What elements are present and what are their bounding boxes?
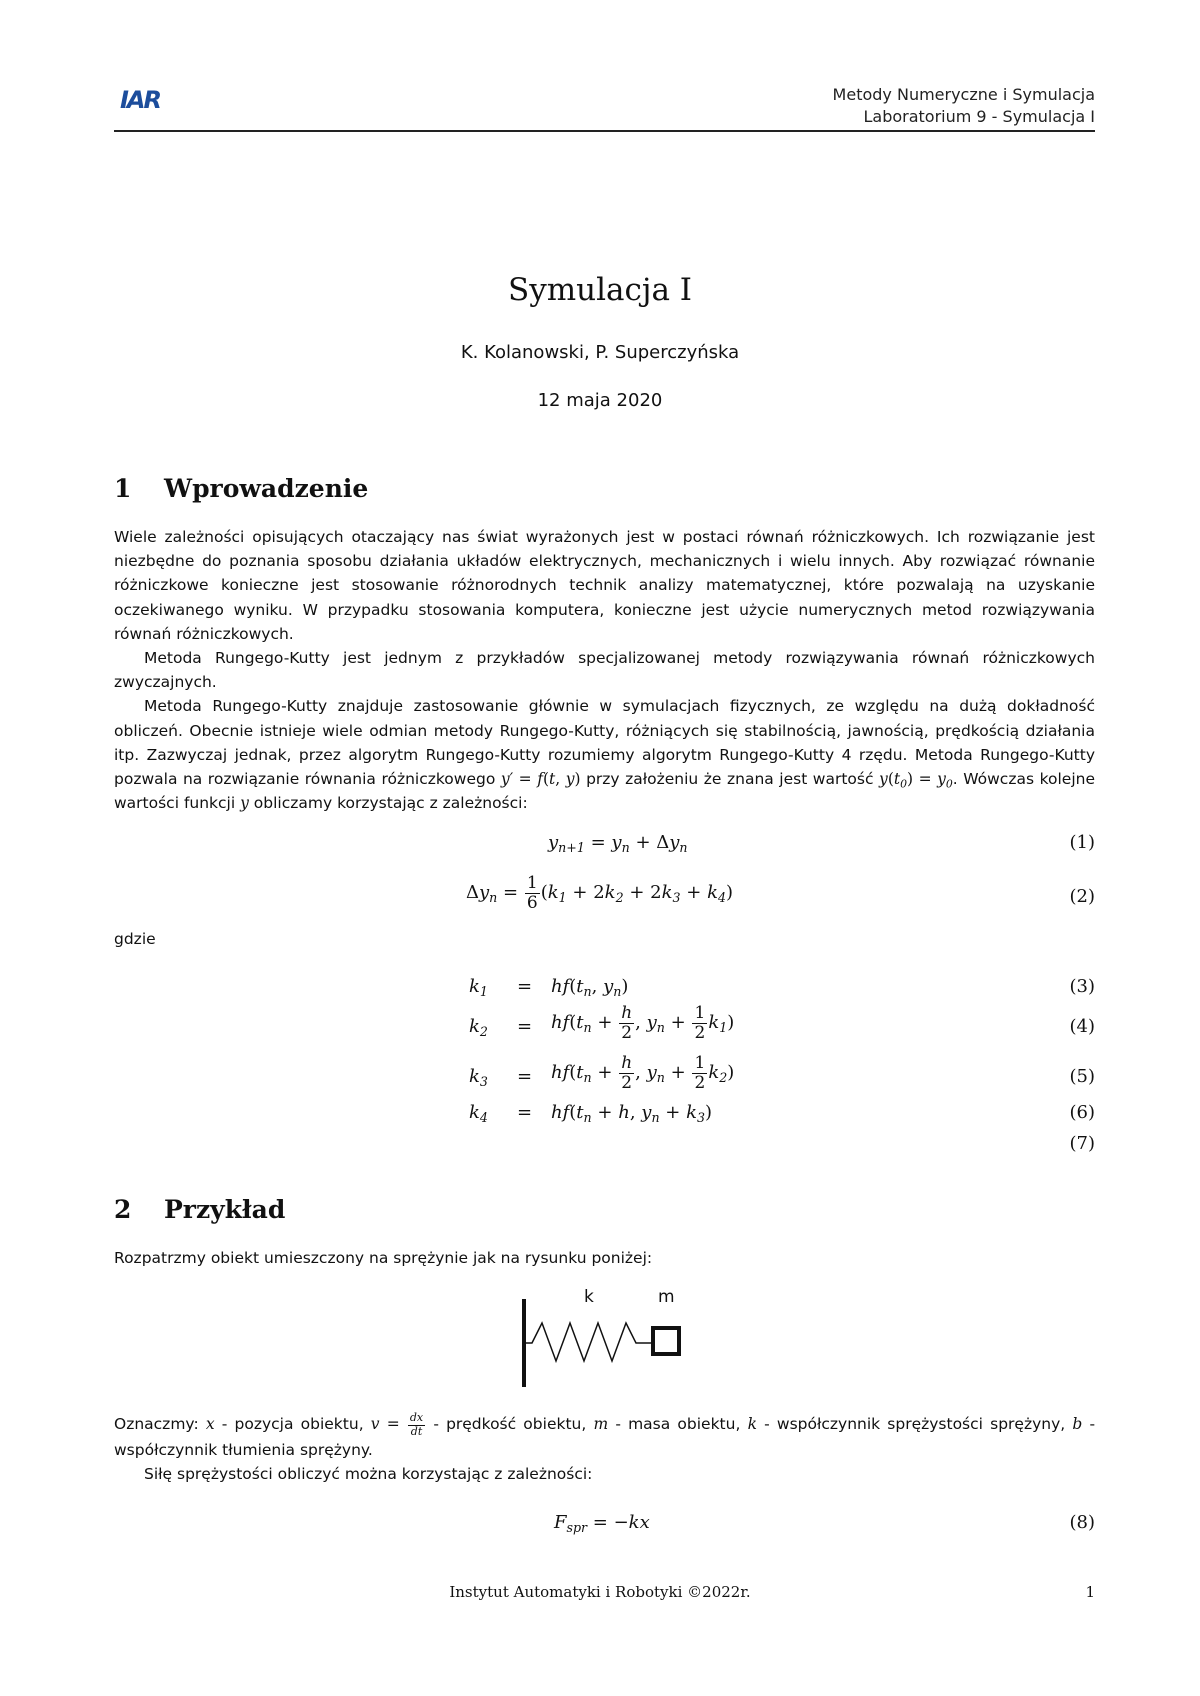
paragraph: gdzie	[114, 930, 156, 948]
equation-number: (6)	[1069, 1102, 1095, 1123]
authors: K. Kolanowski, P. Superczyńska	[460, 342, 740, 363]
section-number: 2	[114, 1195, 132, 1224]
paragraph: Rozpatrzmy obiekt umieszczony na sprężynie jak na rysunku poniżej:	[114, 1249, 653, 1267]
section-number: 1	[114, 474, 132, 503]
equation-number: (4)	[1069, 1016, 1095, 1037]
header-rule	[114, 130, 1095, 132]
document-title: Symulacja I	[507, 272, 693, 308]
section-title: Wprowadzenie	[164, 474, 369, 503]
equation-number: (2)	[1069, 886, 1095, 907]
section-body	[114, 1412, 1095, 1486]
paragraph: Oznaczmy: x - pozycja obiektu, v = $\frac{dx}{dt}$ - prędkość obiektu, m - masa obiektu, k - współczynnik sprężystości sprężyny, b - współczynnik tłumienia sprężyny.	[114, 1411, 1096, 1459]
equation	[114, 1133, 1095, 1163]
institute-logo: IAR	[120, 86, 160, 114]
date: 12 maja 2020	[537, 390, 663, 411]
equation: $k_1$ = $hf(t_n$, $y_n$) (3)	[469, 976, 1095, 999]
section-body	[114, 525, 1095, 815]
lab-name: Laboratorium 9 - Symulacja I	[863, 107, 1095, 126]
figure-label-m: m	[658, 1287, 675, 1307]
section-heading	[114, 474, 368, 503]
footer: Instytut Automatyki i Robotyki ©2022r.	[449, 1583, 751, 1601]
equation: $k_4$ = $hf(t_n + h$, $y_n + k_3$) (6)	[469, 1102, 1095, 1125]
paragraph: Metoda Rungego-Kutty znajduje zastosowanie głównie w symulacjach fizycznych, ze względu na dużą dokładność obliczeń. Obecnie istnieje wiele odmian metody Rungego-Kutty, różniących się stabilnością, jawnością, prędkością działania itp. Zazwyczaj jednak, przez algorytm Rungego-Kutty rozumiemy algorytm Rungego-Kutty 4 rzędu. Metoda Rungego-Kutty pozwala na rozwiązanie równania różniczkowego y′ = f(t, y) przy założeniu że znana jest wartość $y(t_0) = y_0$. Wówczas kolejne wartości funkcji y obliczamy korzystając z zależności:	[114, 697, 1095, 813]
paragraph: Metoda Rungego-Kutty jest jednym z przykładów specjalizowanej metody rozwiązywania równań różniczkowych zwyczajnych.	[114, 649, 1095, 692]
spring	[524, 1323, 654, 1361]
equation: $k_2$ = $hf(t_n$ + $\frac{h}{2}$ , $y_n$ + $\frac{1}{2}$ $k_1$) (4)	[469, 1003, 1095, 1043]
equation: $\Delta y_n$ = $\frac{1}{6}$ $(k_1 + 2k_2 + 2k_3 + k_4)$ (2)	[466, 873, 1095, 913]
equation-number: (1)	[1069, 832, 1095, 853]
equation-number: (8)	[1069, 1512, 1095, 1533]
equation: $F_{spr} = -kx$ (8)	[554, 1512, 1095, 1535]
equation-number: (3)	[1069, 976, 1095, 997]
section-heading	[114, 1195, 285, 1224]
paragraph: Siłę sprężystości obliczyć można korzystając z zależności:	[144, 1464, 593, 1483]
figure-label-k: k	[584, 1287, 594, 1307]
section-title: Przykład	[164, 1195, 286, 1224]
mass-block	[653, 1328, 679, 1354]
spring-mass-figure	[520, 1283, 700, 1393]
page-number: 1	[1085, 1583, 1095, 1601]
equation: $y_{n+1} = y_n + \Delta y_n$ (1)	[548, 832, 1095, 855]
paragraph: Wiele zależności opisujących otaczający nas świat wyrażonych jest w postaci równań różniczkowych. Ich rozwiązanie jest niezbędne do poznania sposobu działania układów elektrycznych, mechanicznych i wielu innych. Aby rozwiązać równanie różniczkowe konieczne jest stosowanie różnorodnych technik analizy matematycznej, które pozwalają na uzyskanie oczekiwanego wyniku. W przypadku stosowania komputera, konieczne jest użycie numerycznych metod rozwiązywania równań różniczkowych.	[114, 528, 1095, 643]
course-name: Metody Numeryczne i Symulacja	[832, 85, 1095, 104]
equation: $k_3$ = $hf(t_n$ + $\frac{h}{2}$ , $y_n$ + $\frac{1}{2}$ $k_2$) (5)	[469, 1053, 1095, 1093]
running-header	[833, 84, 1095, 128]
equation-number: (7)	[1069, 1133, 1095, 1154]
equation-number: (5)	[1069, 1066, 1095, 1087]
